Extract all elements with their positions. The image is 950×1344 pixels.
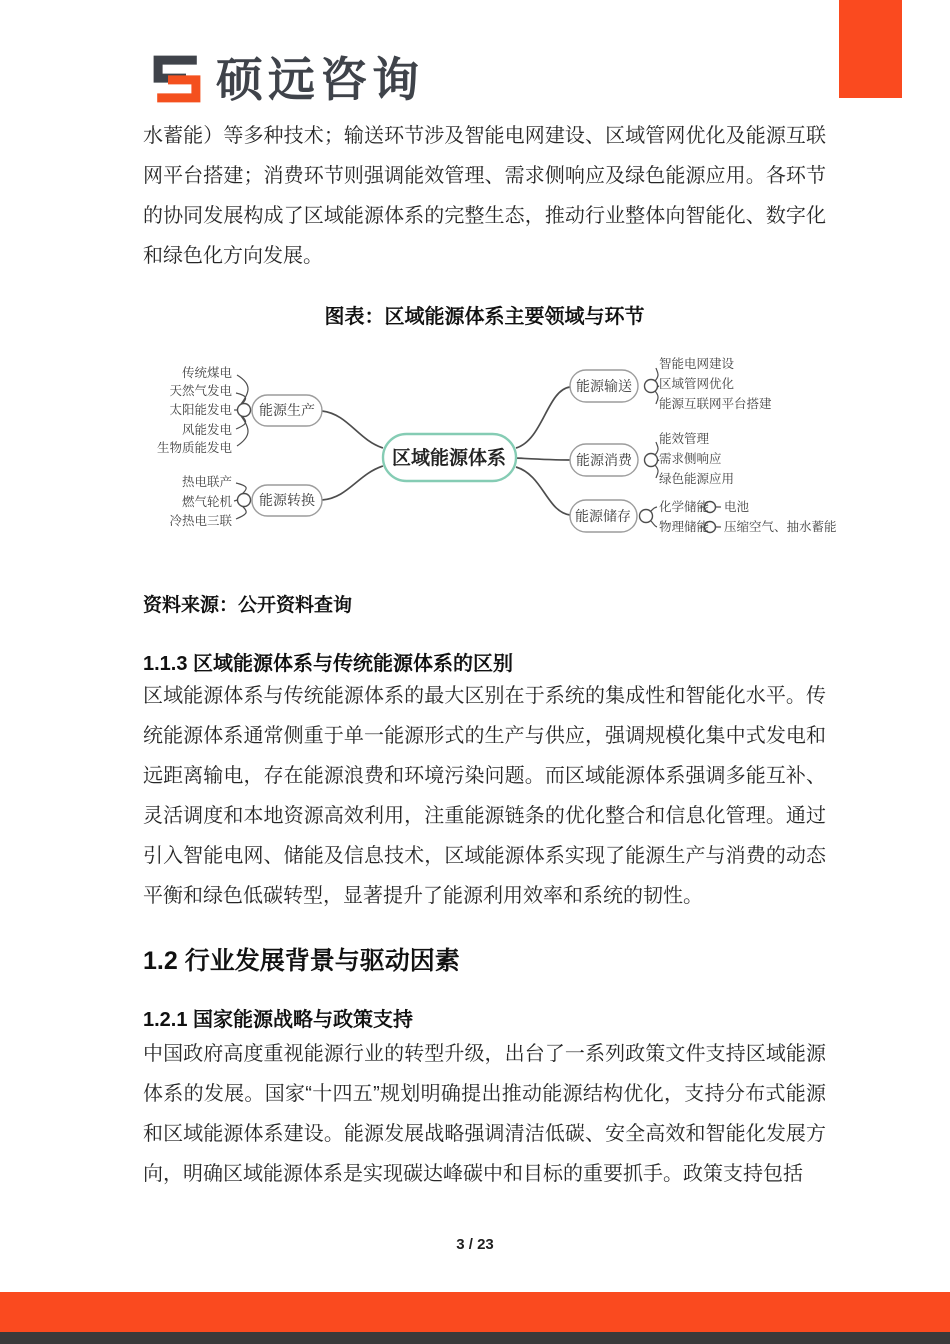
node-production-label: 能源生产 [259,402,315,418]
leaf-consumption-0: 能效管理 [659,432,710,446]
leaf-production-0: 传统煤电 [181,366,232,380]
brand-logo-icon [150,52,204,106]
node-consumption-label: 能源消费 [576,452,632,468]
mindmap-figure [140,348,855,548]
page-number: 3 / 23 [456,1236,494,1253]
heading-1-2: 1.2 行业发展背景与驱动因素 [143,947,460,975]
center-node-label: 区域能源体系 [391,448,507,469]
leaf-conversion-0: 热电联产 [181,475,232,489]
leaf-production-4: 生物质能发电 [156,441,232,455]
node-conversion-label: 能源转换 [259,492,315,508]
leaf-transmission-0: 智能电网建设 [659,357,735,371]
leaf-production-3: 风能发电 [181,423,232,437]
leaf-transmission-1: 区域管网优化 [659,377,735,391]
corner-accent-rect [839,0,902,98]
leaf-storage-0-detail: 电池 [724,500,750,514]
heading-1-2-1: 1.2.1 国家能源战略与政策支持 [143,1009,414,1031]
heading-1-1-3: 1.1.3 区域能源体系与传统能源体系的区别 [143,653,514,675]
leaf-transmission-2: 能源互联网平台搭建 [659,397,772,411]
leaf-conversion-2: 冷热电三联 [169,514,232,528]
leaf-production-2: 太阳能发电 [169,403,232,417]
paragraph-2: 区域能源体系与传统能源体系的最大区别在于系统的集成性和智能化水平。传统能源体系通常侧重于单一能源形式的生产与供应，强调规模化集中式发电和远距离输电，存在能源浪费和环境污染问题。而区域能源体系强调多能互补、灵活调度和本地资源高效利用，注重能源链条的优化整合和信息化管理。通过引入智能电网、储能及信息技术，区域能源体系实现了能源生产与消费的动态平衡和绿色低碳转型，显著提升了能源利用效率和系统的韧性。 [143,685,826,907]
brand-name: 硕远咨询 [216,52,424,106]
node-transmission-label: 能源输送 [576,378,632,394]
leaf-production-1: 天然气发电 [169,384,232,398]
figure-title: 图表：区域能源体系主要领域与环节 [324,306,645,328]
leaf-storage-0: 化学储能 [659,500,710,514]
leaf-consumption-2: 绿色能源应用 [659,472,735,486]
node-storage-label: 能源储存 [575,508,631,524]
paragraph-3: 中国政府高度重视能源行业的转型升级，出台了一系列政策文件支持区域能源体系的发展。国家“十四五”规划明确提出推动能源结构优化，支持分布式能源和区域能源体系建设。能源发展战略强调清洁低碳、安全高效和智能化发展方向，明确区域能源体系是实现碳达峰碳中和目标的重要抓手。政策支持包括 [143,1043,826,1185]
paragraph-1: 水蓄能）等多种技术；输送环节涉及智能电网建设、区域管网优化及能源互联网平台搭建；消费环节则强调能效管理、需求侧响应及绿色能源应用。各环节的协同发展构成了区域能源体系的完整生态，推动行业整体向智能化、数字化和绿色化方向发展。 [143,125,826,267]
footer-orange-bar [0,1292,950,1332]
brand-logo [150,52,424,106]
leaf-conversion-1: 燃气轮机 [181,495,232,509]
figure-source-note: 资料来源：公开资料查询 [143,595,353,616]
leaf-storage-1-detail: 压缩空气、抽水蓄能 [724,520,837,534]
leaf-storage-1: 物理储能 [659,520,710,534]
footer-dark-bar [0,1332,950,1344]
leaf-consumption-1: 需求侧响应 [659,452,722,466]
